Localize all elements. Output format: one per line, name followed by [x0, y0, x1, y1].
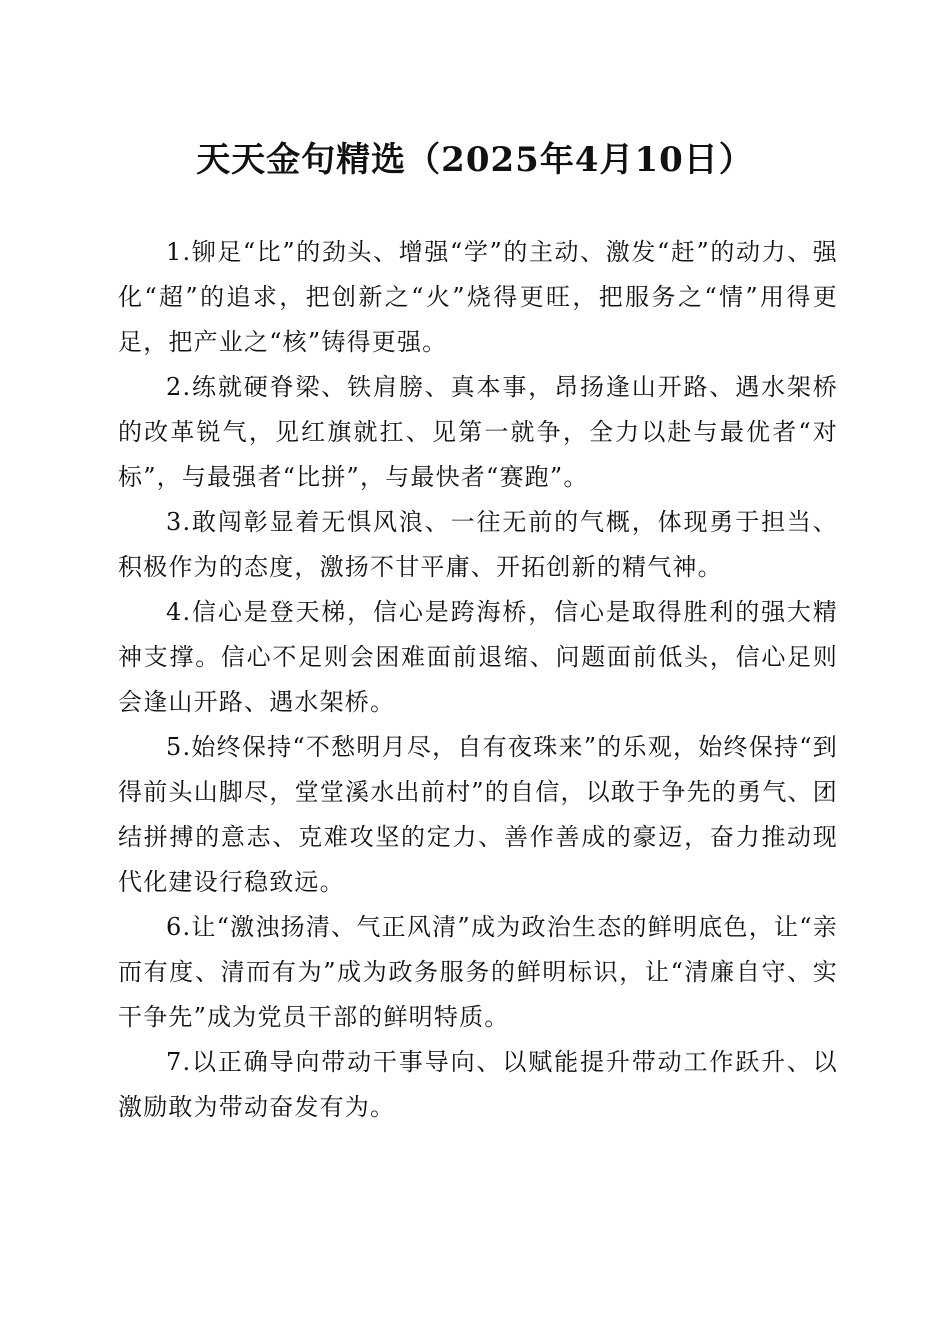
paragraph-1: 1.铆足“比”的劲头、增强“学”的主动、激发“赶”的动力、强化“超”的追求，把创新之“火”烧得更旺，把服务之“情”用得更足，把产业之“核”铸得更强。	[118, 238, 838, 356]
paragraph-7: 7.以正确导向带动干事导向、以赋能提升带动工作跃升、以激励敢为带动奋发有为。	[118, 1048, 838, 1121]
document-body	[118, 230, 838, 1130]
paragraph-3: 3.敢闯彰显着无惧风浪、一往无前的气概，体现勇于担当、积极作为的态度，激扬不甘平庸、开拓创新的精气神。	[118, 508, 838, 581]
page-title: 天天金句精选（2025年4月10日）	[196, 140, 754, 180]
paragraph-2: 2.练就硬脊梁、铁肩膀、真本事，昂扬逢山开路、遇水架桥的改革锐气，见红旗就扛、见第一就争，全力以赴与最优者“对标”，与最强者“比拼”，与最快者“赛跑”。	[118, 373, 838, 491]
paragraph-6: 6.让“激浊扬清、气正风清”成为政治生态的鲜明底色，让“亲而有度、清而有为”成为政务服务的鲜明标识，让“清廉自守、实干争先”成为党员干部的鲜明特质。	[118, 913, 838, 1031]
paragraph-4: 4.信心是登天梯，信心是跨海桥，信心是取得胜利的强大精神支撑。信心不足则会困难面前退缩、问题面前低头，信心足则会逢山开路、遇水架桥。	[118, 598, 838, 716]
paragraph-5: 5.始终保持“不愁明月尽，自有夜珠来”的乐观，始终保持“到得前头山脚尽，堂堂溪水出前村”的自信，以敢于争先的勇气、团结拼搏的意志、克难攻坚的定力、善作善成的豪迈，奋力推动现代化建设行稳致远。	[118, 733, 838, 896]
